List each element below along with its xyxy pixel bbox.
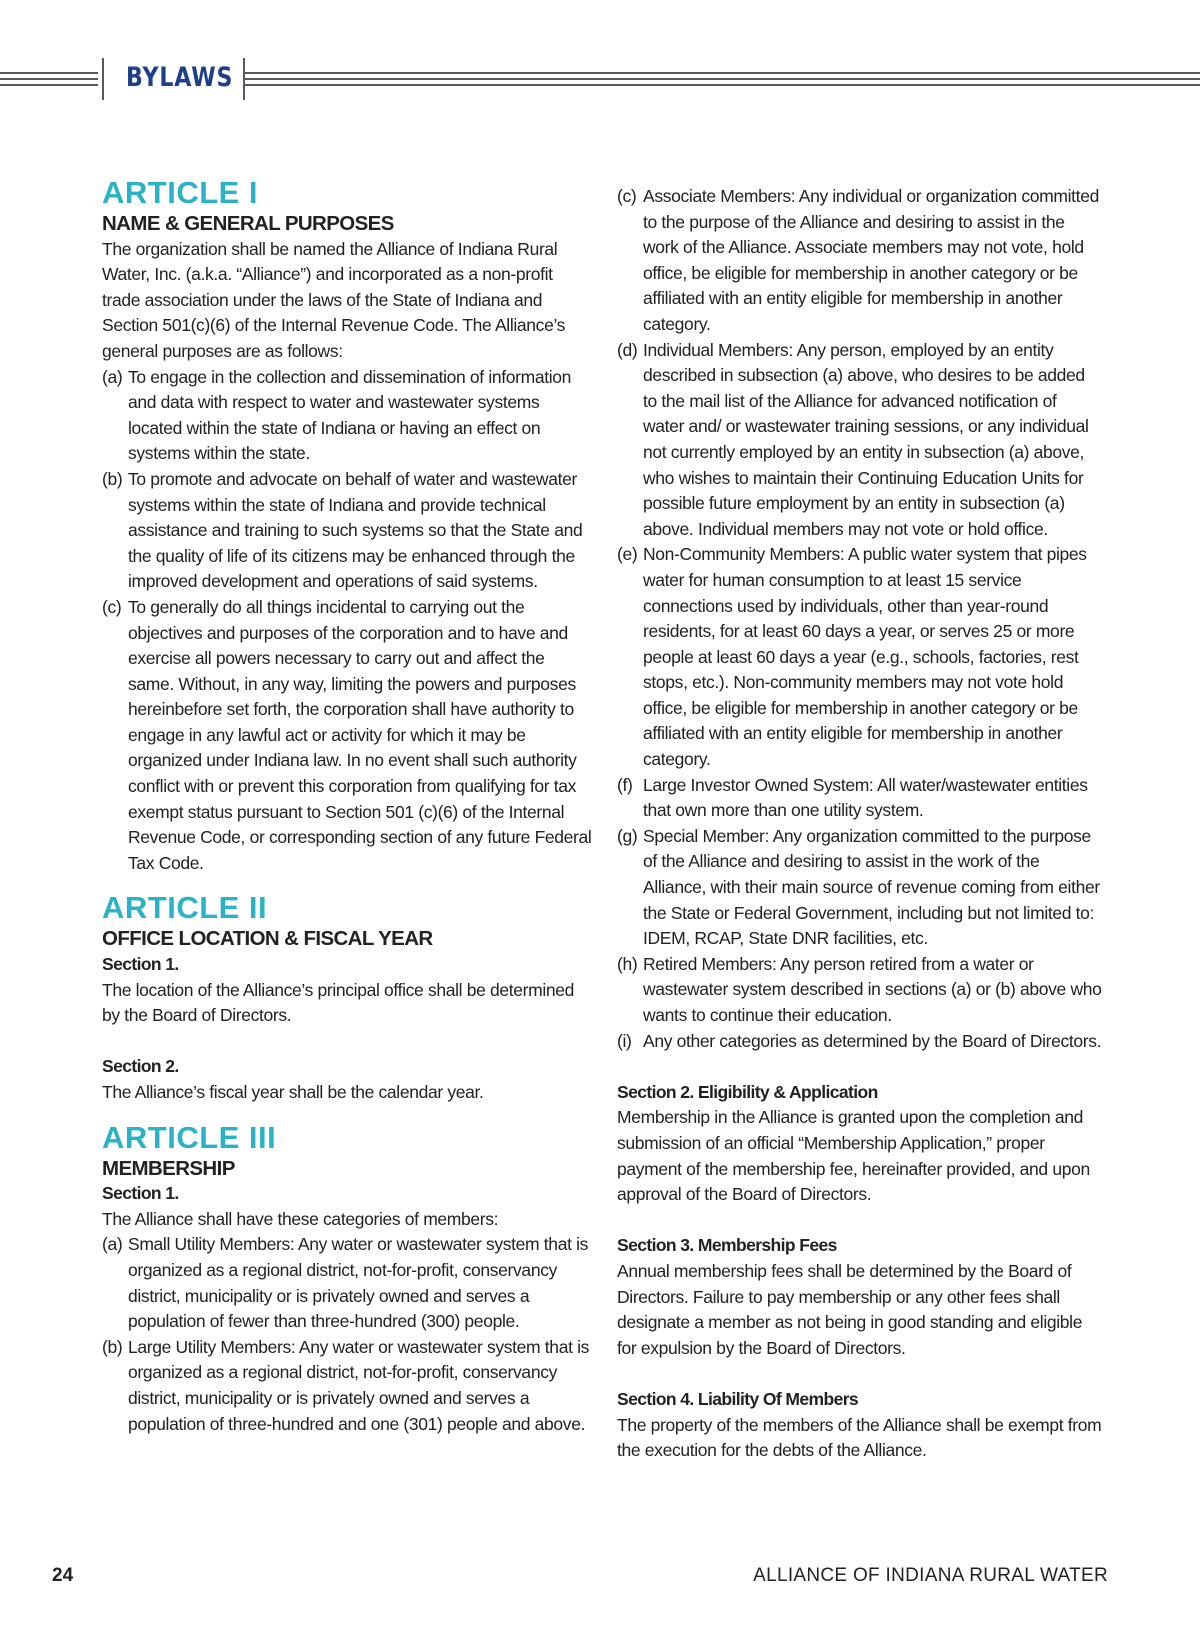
article-2-subtitle: OFFICE LOCATION & FISCAL YEAR (102, 927, 433, 951)
article-3-section-1-intro: The Alliance shall have these categories of members: (102, 1208, 499, 1229)
list-item-text: Individual Members: Any person, employed by an entity described in subsection (a) above, who desires to be added to the mail list of the Alliance for advanced notification of water and/ or wastewater training sessions, or any individual not currently employed by an entity in subsection (a) above, who wishes to maintain their Continuing Education Units for possible future employment by an entity in subsection (a) above. Individual members may not vote or hold office. (643, 339, 1089, 539)
article-2-section-2-heading: Section 2. (102, 1056, 179, 1077)
list-marker: (e) (617, 544, 638, 565)
membership-category-list (102, 1232, 592, 1437)
list-item-text: Retired Members: Any person retired from a water or wastewater system described in sections (a) or (b) above who wants to continue their education. (643, 953, 1102, 1025)
article-1-intro: The organization shall be named the Alliance of Indiana Rural Water, Inc. (a.k.a. “Alliance”) and incorporated as a non-profit trade association under the laws of the State of Indiana and Section 501(c)(6) of the Internal Revenue Code. The Alliance’s general purposes are as follows: (102, 238, 566, 361)
article-3-subtitle: MEMBERSHIP (102, 1156, 235, 1180)
right-column (617, 184, 1102, 1464)
list-item (102, 595, 592, 877)
list-item (617, 824, 1102, 952)
section-title: BYLAWS (126, 62, 234, 93)
list-item (617, 184, 1102, 338)
article-2-section-2-text: The Alliance’s fiscal year shall be the calendar year. (102, 1082, 484, 1102)
list-marker: (h) (617, 953, 638, 974)
list-item-text: Associate Members: Any individual or organization committed to the purpose of the Alliance and desiring to assist in the work of the Alliance. Associate members may not vote, hold office, be eligible for membership in another category or be affiliated with an entity eligible for membership in another category. (643, 186, 1099, 334)
list-item-text: Special Member: Any organization committed to the purpose of the Alliance and desiring to assist in the work of the Alliance, with their main source of revenue coming from either the State or Federal Government, including but not limited to: IDEM, RCAP, State DNR facilities, etc. (643, 825, 1100, 949)
list-item-text: To promote and advocate on behalf of water and wastewater systems within the state of Indiana and provide technical assistance and training to such systems so that the State and the quality of life of its citizens may be enhanced through the improved development and operations of said systems. (128, 468, 583, 592)
article-3-section-1-heading: Section 1. (102, 1183, 179, 1204)
article-2-section-1-heading: Section 1. (102, 954, 179, 975)
section-3-heading: Section 3. Membership Fees (617, 1235, 837, 1256)
header-divider-left (102, 58, 104, 100)
list-item (617, 338, 1102, 543)
list-item (617, 1029, 1102, 1055)
list-item (102, 365, 592, 467)
list-marker: (d) (617, 339, 638, 360)
list-marker: (c) (102, 596, 122, 617)
list-item-text: Small Utility Members: Any water or wastewater system that is organized as a regional district, not-for-profit, conservancy district, municipality or is privately owned and serves a population of fewer than three-hundred (300) people. (128, 1234, 589, 1332)
header-rule-left (0, 72, 98, 86)
list-item-text: To generally do all things incidental to carrying out the objectives and purposes of the corporation and to have and exercise all powers necessary to carry out and affect the same. Without, in any way, limiting the powers and purposes hereinbefore set forth, the corporation shall have authority to engage in any lawful act or activity for which it may be organized under Indiana law. In no event shall such authority conflict with or prevent this corporation from qualifying for tax exempt status pursuant to Section 501 (c)(6) of the Internal Revenue Code, or corresponding section of any future Federal Tax Code. (128, 596, 592, 873)
article-2-title: ARTICLE II (102, 890, 268, 926)
list-item (102, 1232, 592, 1334)
article-2-section-1-text: The location of the Alliance’s principal office shall be determined by the Board of Directors. (102, 979, 575, 1026)
article-1-subtitle: NAME & GENERAL PURPOSES (102, 212, 394, 235)
left-column (102, 175, 592, 1437)
list-marker: (f) (617, 774, 633, 795)
list-item-text: Large Investor Owned System: All water/wastewater entities that own more than one utility system. (643, 774, 1088, 821)
section-2-heading: Section 2. Eligibility & Application (617, 1081, 878, 1102)
list-item-text: To engage in the collection and dissemination of information and data with respect to water and wastewater systems located within the state of Indiana or having an effect on systems within the state. (128, 366, 572, 464)
section-3-text: Annual membership fees shall be determined by the Board of Directors. Failure to pay membership or any other fees shall designate a member as not being in good standing and eligible for expulsion by the Board of Directors. (617, 1260, 1083, 1358)
section-4-heading: Section 4. Liability Of Members (617, 1388, 859, 1409)
header-rule-right (245, 72, 1200, 86)
list-marker: (a) (102, 366, 123, 387)
list-marker: (g) (617, 825, 638, 846)
article-1-purpose-list (102, 365, 592, 877)
section-2-text: Membership in the Alliance is granted upon the completion and submission of an official “Membership Application,” proper payment of the membership fee, hereinafter provided, and upon approval of the Board of Directors. (617, 1107, 1090, 1205)
list-item (617, 952, 1102, 1029)
section-4-text: The property of the members of the Alliance shall be exempt from the execution for the debts of the Alliance. (617, 1414, 1102, 1461)
list-item (617, 773, 1102, 824)
list-marker: (i) (617, 1030, 632, 1051)
article-3-title: ARTICLE III (102, 1119, 277, 1155)
list-item-text: Non-Community Members: A public water system that pipes water for human consumption to at least 15 service connections used by individuals, other than year-round residents, for at least 60 days a year, or serves 25 or more people at least 60 days a year (e.g., schools, factories, rest stops, etc.). Non-community members may not vote hold office, be eligible for membership in another category or be affiliated with an entity eligible for membership in another category. (643, 544, 1087, 770)
list-item-text: Any other categories as determined by the Board of Directors. (643, 1030, 1102, 1051)
page-number: 24 (52, 1565, 74, 1586)
article-1-title: ARTICLE I (102, 175, 259, 210)
membership-category-list-continued (617, 184, 1102, 1054)
list-item-text: Large Utility Members: Any water or wastewater system that is organized as a regional district, not-for-profit, conservancy district, municipality or is privately owned and serves a population of three-hundred and one (301) people and above. (128, 1336, 590, 1434)
list-item (617, 542, 1102, 772)
list-item (102, 1335, 592, 1437)
list-marker: (b) (102, 1336, 123, 1357)
list-marker: (b) (102, 468, 123, 489)
list-item (102, 467, 592, 595)
list-marker: (a) (102, 1234, 123, 1255)
list-marker: (c) (617, 186, 637, 206)
publication-title: ALLIANCE OF INDIANA RURAL WATER (753, 1565, 1108, 1586)
